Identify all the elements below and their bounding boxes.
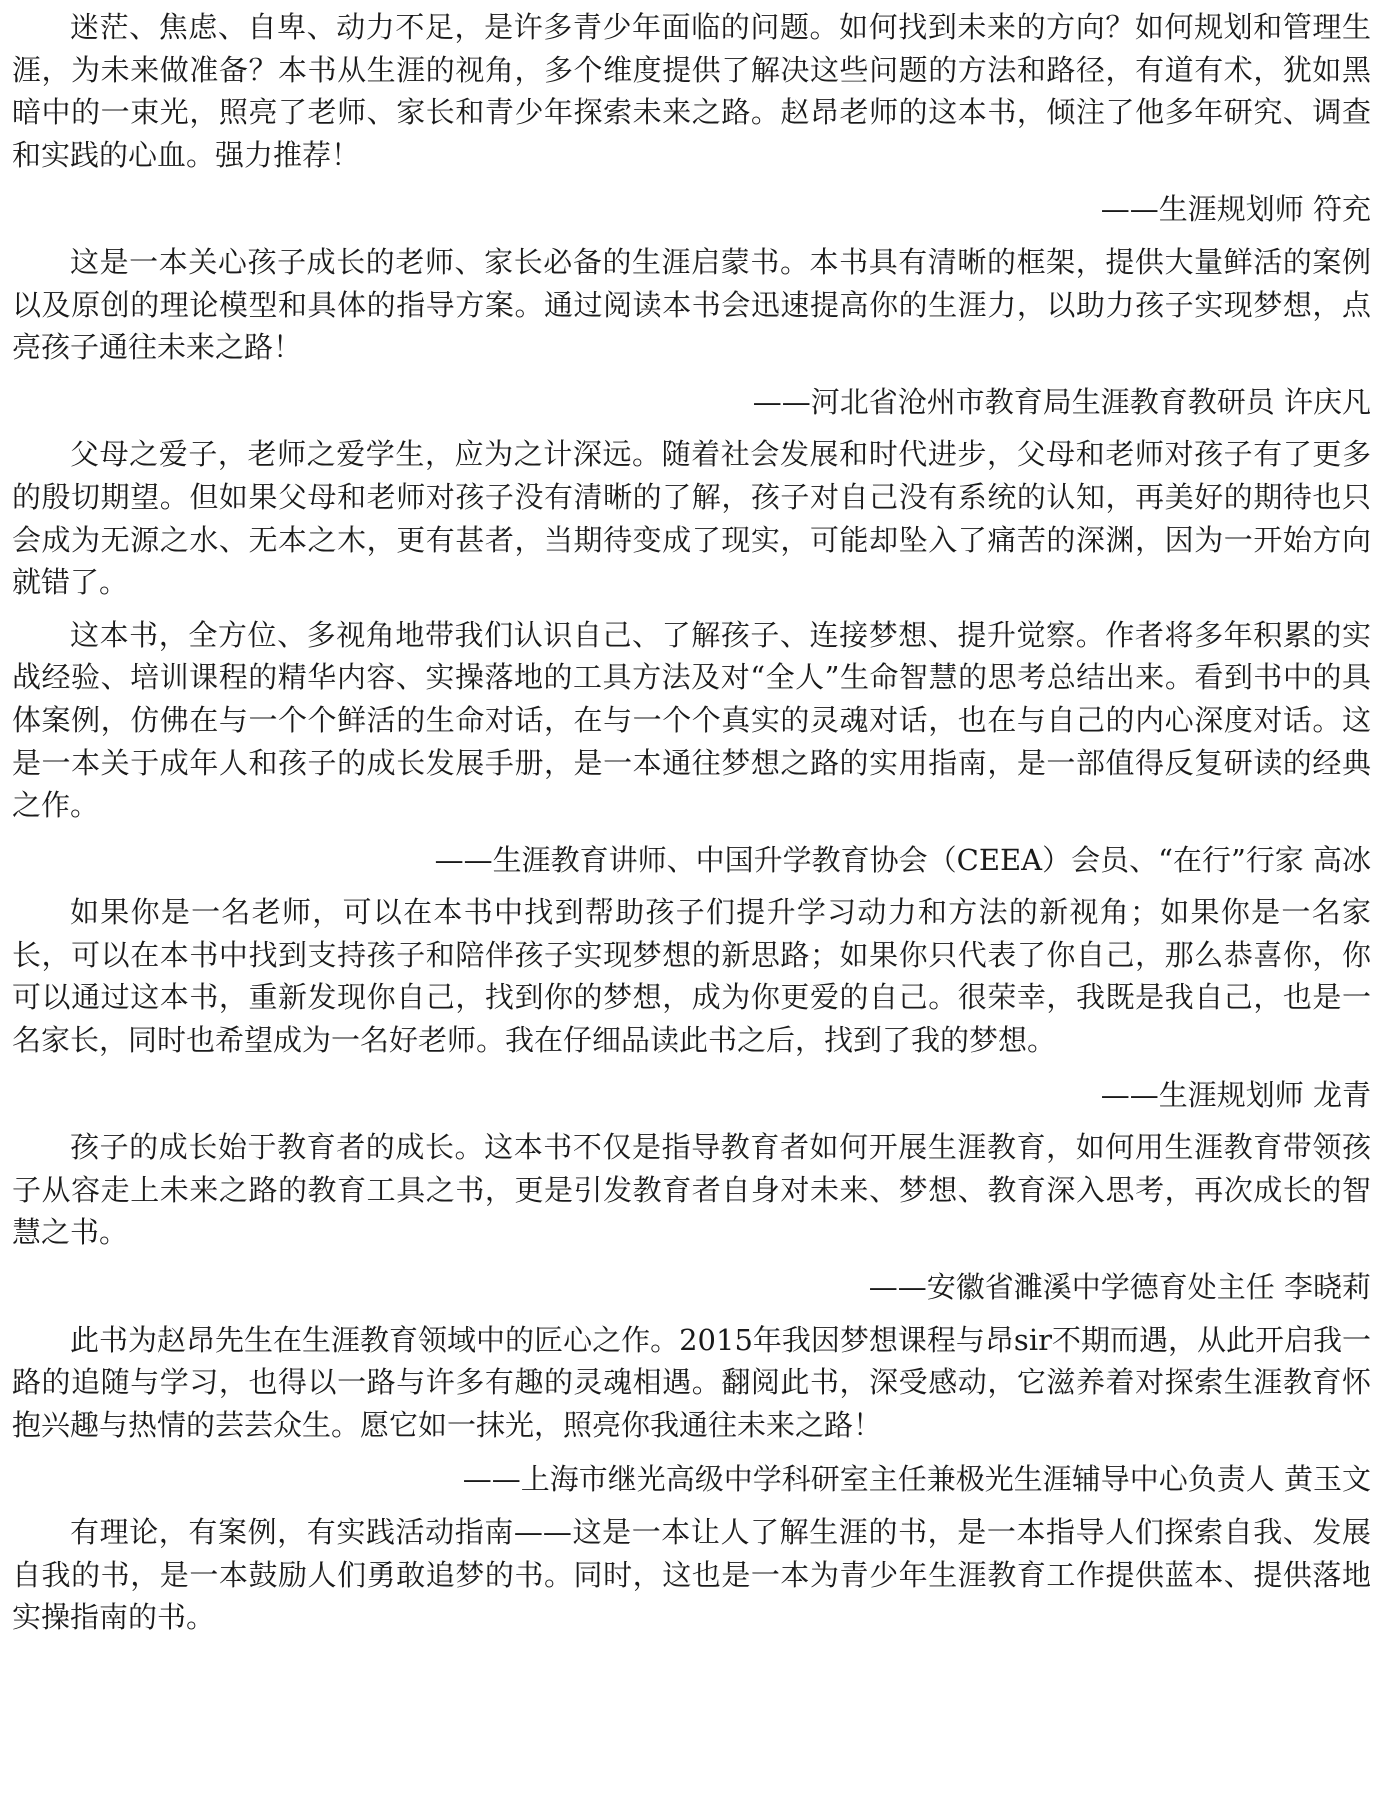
testimonial-signature: ——生涯规划师 龙青 (1100, 1077, 1371, 1112)
testimonial-4 (12, 891, 1371, 1116)
testimonial-paragraph: 孩子的成长始于教育者的成长。这本书不仅是指导教育者如何开展生涯教育，如何用生涯教育带领孩子从容走上未来之路的教育工具之书，更是引发教育者自身对未来、梦想、教育深入思考，再次成长的智慧之书。 (12, 1130, 1371, 1250)
testimonial-3 (12, 433, 1371, 881)
testimonial-signature: ——上海市继光高级中学科研室主任兼极光生涯辅导中心负责人 黄玉文 (462, 1462, 1371, 1497)
testimonial-signature: ——生涯教育讲师、中国升学教育协会（CEEA）会员、“在行”行家 高冰 (434, 842, 1371, 877)
testimonial-paragraph: 这本书，全方位、多视角地带我们认识自己、了解孩子、连接梦想、提升觉察。作者将多年积累的实战经验、培训课程的精华内容、实操落地的工具方法及对“全人”生命智慧的思考总结出来。看到书中的具体案例，仿佛在与一个个鲜活的生命对话，在与一个个真实的灵魂对话，也在与自己的内心深度对话。这是一本关于成年人和孩子的成长发展手册，是一本通往梦想之路的实用指南，是一部值得反复研读的经典之作。 (12, 617, 1371, 823)
testimonial-signature: ——生涯规划师 符充 (1100, 192, 1371, 227)
testimonial-paragraph: 父母之爱子，老师之爱学生，应为之计深远。随着社会发展和时代进步，父母和老师对孩子有了更多的殷切期望。但如果父母和老师对孩子没有清晰的了解，孩子对自己没有系统的认知，再美好的期待也只会成为无源之水、无本之木，更有甚者，当期待变成了现实，可能却坠入了痛苦的深渊，因为一开始方向就错了。 (12, 437, 1371, 600)
testimonial-1 (12, 6, 1371, 231)
testimonial-signature: ——安徽省濉溪中学德育处主任 李晓莉 (868, 1270, 1371, 1305)
testimonial-paragraph: 此书为赵昂先生在生涯教育领域中的匠心之作。2015年我因梦想课程与昂sir不期而遇，从此开启我一路的追随与学习，也得以一路与许多有趣的灵魂相遇。翻阅此书，深受感动，它滋养着对探索生涯教育怀抱兴趣与热情的芸芸众生。愿它如一抹光，照亮你我通往未来之路！ (12, 1322, 1371, 1442)
testimonial-signature: ——河北省沧州市教育局生涯教育教研员 许庆凡 (752, 384, 1371, 419)
testimonial-paragraph: 如果你是一名老师，可以在本书中找到帮助孩子们提升学习动力和方法的新视角；如果你是一名家长，可以在本书中找到支持孩子和陪伴孩子实现梦想的新思路；如果你只代表了你自己，那么恭喜你，你可以通过这本书，重新发现你自己，找到你的梦想，成为你更爱的自己。很荣幸，我既是我自己，也是一名家长，同时也希望成为一名好老师。我在仔细品读此书之后，找到了我的梦想。 (12, 895, 1371, 1058)
testimonial-paragraph: 有理论，有案例，有实践活动指南——这是一本让人了解生涯的书，是一本指导人们探索自我、发展自我的书，是一本鼓励人们勇敢追梦的书。同时，这也是一本为青少年生涯教育工作提供蓝本、提供落地实操指南的书。 (12, 1515, 1371, 1635)
testimonial-paragraph: 迷茫、焦虑、自卑、动力不足，是许多青少年面临的问题。如何找到未来的方向？如何规划和管理生涯，为未来做准备？本书从生涯的视角，多个维度提供了解决这些问题的方法和路径，有道有术，犹如黑暗中的一束光，照亮了老师、家长和青少年探索未来之路。赵昂老师的这本书，倾注了他多年研究、调查和实践的心血。强力推荐！ (12, 10, 1371, 172)
testimonial-7 (12, 1511, 1371, 1639)
testimonial-6 (12, 1319, 1371, 1501)
testimonial-paragraph: 这是一本关心孩子成长的老师、家长必备的生涯启蒙书。本书具有清晰的框架，提供大量鲜活的案例以及原创的理论模型和具体的指导方案。通过阅读本书会迅速提高你的生涯力，以助力孩子实现梦想，点亮孩子通往未来之路！ (12, 244, 1371, 365)
testimonial-2 (12, 241, 1371, 423)
testimonial-5 (12, 1126, 1371, 1308)
